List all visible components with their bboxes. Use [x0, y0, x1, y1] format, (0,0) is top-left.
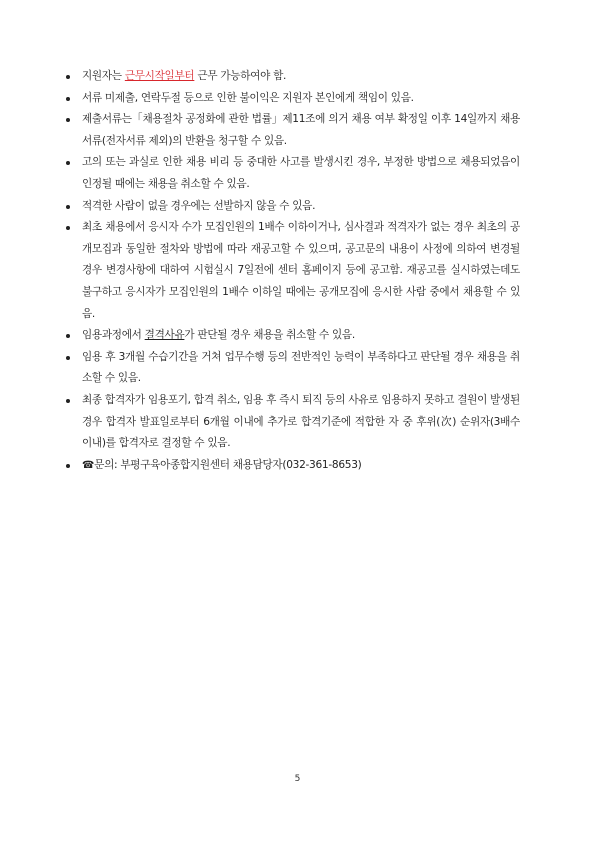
highlight-start-date: 근무시작일부터 [124, 70, 195, 82]
list-item [64, 66, 520, 88]
page-number: 5 [294, 774, 301, 784]
list-item [64, 196, 520, 218]
item-text: 적격한 사람이 없을 경우에는 선발하지 않을 수 있음. [82, 199, 316, 212]
bullet-icon [66, 464, 70, 468]
item-text: 서류 미제출, 연락두절 등으로 인한 불이익은 지원자 본인에게 책임이 있음. [82, 91, 414, 104]
list-item [64, 217, 520, 325]
bullet-icon [66, 205, 70, 209]
phone-icon: ☎ [82, 459, 95, 471]
bullet-icon [66, 334, 70, 338]
item-text: 지원자는 [82, 70, 125, 82]
list-item [64, 325, 520, 347]
item-text: 임용 후 3개월 수습기간을 거쳐 업무수행 등의 전반적인 능력이 부족하다고 판단될 경우 채용을 취소할 수 있음. [82, 350, 520, 385]
item-text: 임용과정에서 [82, 329, 145, 342]
list-item [64, 109, 520, 152]
item-text: 제출서류는「채용절차 공정화에 관한 법률」제11조에 의거 채용 여부 확정일 이후 14일까지 채용서류(전자서류 제외)의 반환을 청구할 수 있음. [82, 113, 520, 147]
bullet-icon [66, 118, 70, 122]
item-text: 고의 또는 과실로 인한 채용 비리 등 중대한 사고를 발생시킨 경우, 부정한 방법으로 채용되었음이 인정될 때에는 채용을 취소할 수 있음. [82, 156, 520, 190]
bullet-icon [66, 356, 70, 360]
bullet-icon [66, 75, 70, 79]
notice-list [64, 66, 520, 476]
item-text: 근무 가능하여야 함. [194, 70, 287, 82]
bullet-icon [66, 97, 70, 101]
contact-text: 문의: 부평구육아종합지원센터 채용담당자(032-361-8653) [94, 458, 362, 471]
bullet-icon [66, 161, 70, 165]
list-item [64, 390, 520, 455]
bullet-icon [66, 226, 70, 230]
list-item-contact [64, 455, 520, 477]
item-text: 최종 합격자가 임용포기, 합격 취소, 임용 후 즉시 퇴직 등의 사유로 임용하지 못하고 결원이 발생된 경우 합격자 발표일로부터 6개월 이내에 추가로 합격기준에 적합한 자 중 후위(次) 순위자(3배수 이내)를 합격자로 결정할 수 있음. [82, 393, 520, 450]
item-text: 최초 채용에서 응시자 수가 모집인원의 1배수 이하이거나, 심사결과 적격자가 없는 경우 최초의 공개모집과 동일한 절차와 방법에 따라 재공고할 수 있으며, 공고문의 내용이 사정에 의하여 변경될 경우 변경사항에 대하여 시험실시 7일전에 센터 홈페이지 등에 공고함. 재공고를 실시하였는데도 불구하고 응시자가 모집인원의 1배수 이하일 때에는 공개모집에 응시한 사람 중에서 채용할 수 있음. [82, 221, 520, 320]
list-item [64, 152, 520, 195]
underlined-disqualification: 결격사유 [144, 329, 185, 342]
bullet-icon [66, 399, 70, 403]
list-item [64, 347, 520, 390]
list-item [64, 88, 520, 110]
item-text: 가 판단될 경우 채용을 취소할 수 있음. [184, 329, 355, 342]
